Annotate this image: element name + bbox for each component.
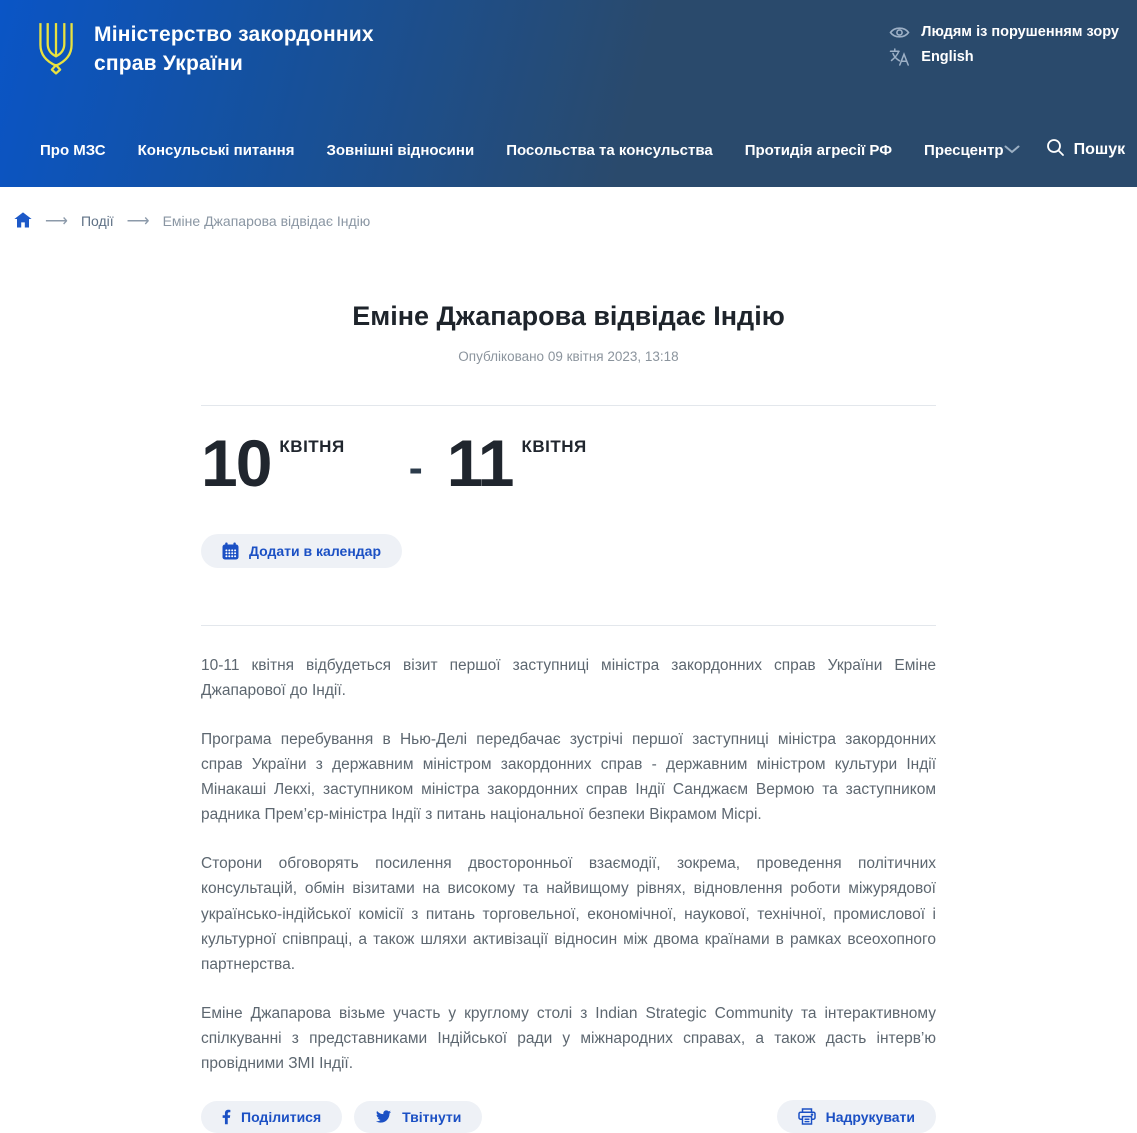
brand[interactable] <box>33 21 374 80</box>
trident-logo-icon <box>33 21 79 80</box>
nav-item-foreign-relations[interactable]: Зовнішні відносини <box>326 141 475 159</box>
breadcrumb-current: Еміне Джапарова відвідає Індію <box>162 213 371 229</box>
chevron-down-icon[interactable] <box>1004 141 1020 159</box>
published-date: Опубліковано 09 квітня 2023, 13:18 <box>458 349 679 364</box>
date-separator: - <box>408 444 423 491</box>
twitter-icon <box>375 1109 392 1124</box>
add-to-calendar-button[interactable] <box>201 534 402 568</box>
article-paragraph: Програма перебування в Нью-Делі передбачає зустрічі першої заступниці міністра закордонних справ України з державним міністром закордонних справ - державним міністром культури Індії Мінакаші Лекхі, заступником міністра закордонних справ Індії Санджаєм Вермою та заступником радника Прем’єр-міністра Індії з питань національної безпеки Вікрамом Місрі. <box>201 730 936 824</box>
start-day: 10 <box>201 426 271 500</box>
article-paragraph: 10-11 квітня відбудеться візит першої заступниці міністра закордонних справ України Еміне Джапарової до Індії. <box>201 656 936 699</box>
divider <box>201 625 936 626</box>
share-label: Поділитися <box>241 1108 322 1125</box>
start-month: КВІТНЯ <box>279 437 345 456</box>
nav-item-press-center[interactable]: Пресцентр <box>924 141 1004 159</box>
printer-icon <box>798 1108 816 1125</box>
calendar-icon <box>222 542 239 560</box>
home-icon[interactable] <box>14 212 32 231</box>
tweet-label: Твітнути <box>402 1108 462 1125</box>
site-title: Міністерство закордонних справ України <box>94 23 374 75</box>
search-label: Пошук <box>1073 141 1126 158</box>
end-day: 11 <box>446 426 513 500</box>
tweet-button[interactable] <box>354 1101 482 1133</box>
page-title: Еміне Джапарова відвідає Індію <box>352 301 785 331</box>
main-nav <box>0 138 1137 187</box>
nav-item-countering-aggression[interactable]: Протидія агресії РФ <box>744 141 893 159</box>
event-date-range <box>201 406 936 500</box>
language-label: English <box>921 49 974 65</box>
end-month: КВІТНЯ <box>521 437 587 456</box>
breadcrumb <box>0 187 1137 231</box>
nav-item-embassies[interactable]: Посольства та консульства <box>506 141 713 159</box>
article-actions <box>201 1100 936 1133</box>
search-icon <box>1046 138 1065 162</box>
breadcrumb-arrow-icon: ⟶ <box>45 213 68 230</box>
language-switch[interactable] <box>888 48 1119 66</box>
search-button[interactable] <box>1046 138 1126 162</box>
article-paragraph: Сторони обговорять посилення двосторонньої взаємодії, зокрема, проведення політичних консультацій, обмін візитами на високому та найвищому рівнях, відновлення роботи міжурядової українсько-індійської комісії з питань торговельної, економічної, наукової, технічної, промислової і культурної співпраці, а також шляхи активізації відносин між двома країнами в рамках всеохопного партнерства. <box>201 855 936 973</box>
translate-icon <box>888 48 910 66</box>
nav-item-consular[interactable]: Консульські питання <box>137 141 295 159</box>
article <box>201 301 936 1133</box>
facebook-icon <box>222 1109 231 1125</box>
eye-icon <box>888 25 910 40</box>
article-paragraph: Еміне Джапарова візьме участь у круглому столі з Indian Strategic Community та інтерактивному спілкуванні з представниками Індійської ради у міжнародних справах, а також дасть інтерв’ю провідними ЗМІ Індії. <box>201 1004 936 1073</box>
site-header <box>0 0 1137 187</box>
print-button[interactable] <box>777 1100 936 1133</box>
breadcrumb-arrow-icon: ⟶ <box>126 213 150 230</box>
share-facebook-button[interactable] <box>201 1101 342 1133</box>
breadcrumb-events[interactable]: Події <box>80 213 114 229</box>
accessibility-link[interactable] <box>888 24 1119 40</box>
add-to-calendar-label: Додати в календар <box>249 542 382 559</box>
nav-item-about[interactable]: Про МЗС <box>40 141 106 159</box>
print-label: Надрукувати <box>825 1108 915 1125</box>
article-body <box>201 653 936 1077</box>
accessibility-label: Людям із порушенням зору <box>921 24 1119 40</box>
